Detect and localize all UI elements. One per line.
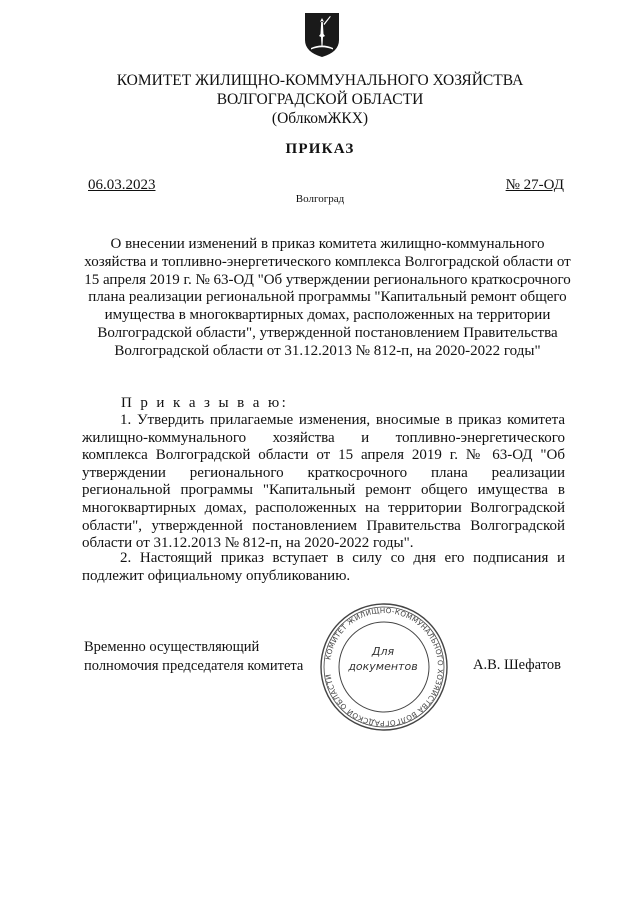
seal-ring-text: КОМИТЕТ ЖИЛИЩНО-КОММУНАЛЬНОГО ХОЗЯЙСТВА ВОЛГОГРАДСКОЙ ОБЛАСТИ xyxy=(323,605,446,729)
document-number: № 27-ОД xyxy=(505,177,564,193)
signatory-position-line1: Временно осуществляющий xyxy=(84,639,260,655)
signatory-name: А.В. Шефатов xyxy=(473,657,561,673)
seal-center-text xyxy=(347,644,419,674)
signatory-position-line2: полномочия председателя комитета xyxy=(84,658,304,674)
seal-center-line1: Для xyxy=(371,645,395,658)
order-paragraph-2: 2. Настоящий приказ вступает в силу со дня его подписания и подлежит официальному опубликованию. xyxy=(82,550,565,584)
seal-center-line2: документов xyxy=(348,660,418,673)
order-paragraph-1: 1. Утвердить прилагаемые изменения, вносимые в приказ комитета жилищно-коммунального хозяйства и топливно-энергетического комплекса Волгоградской области от 15 апреля 2019 г. № 63-ОД "Об утверждении регионального краткосрочного плана реализации региональной программы "Капитальный ремонт общего имущества в многоквартирных домах, расположенных на территории Волгоградской области", утвержденной постановлением Правительства Волгоградской области от 31.12.2013 № 812-п, на 2020-2022 годы". xyxy=(82,412,565,552)
document-date: 06.03.2023 xyxy=(88,177,156,193)
document-title: ПРИКАЗ xyxy=(285,141,355,157)
order-heading: П р и к а з ы в а ю: xyxy=(121,395,289,411)
volgograd-coat-of-arms-icon xyxy=(303,12,341,58)
organization-abbreviation: (ОблкомЖКХ) xyxy=(271,110,369,127)
document-subject: О внесении изменений в приказ комитета жилищно-коммунального хозяйства и топливно-энергетического комплекса Волгоградской области от 15 апреля 2019 г. № 63-ОД "Об утверждении регионального краткосрочного плана реализации региональной программы "Капитальный ремонт общего имущества в многоквартирных домах, расположенных на территории Волгоградской области", утвержденной постановлением Правительства Волгоградской области от 31.12.2013 № 812-п, на 2020-2022 годы" xyxy=(84,236,571,359)
signatory-position xyxy=(84,638,303,676)
organization-name-line2: ВОЛГОГРАДСКОЙ ОБЛАСТИ xyxy=(216,91,424,108)
organization-name-line1: КОМИТЕТ ЖИЛИЩНО-КОММУНАЛЬНОГО ХОЗЯЙСТВА xyxy=(116,72,524,89)
document-city: Волгоград xyxy=(295,193,345,205)
